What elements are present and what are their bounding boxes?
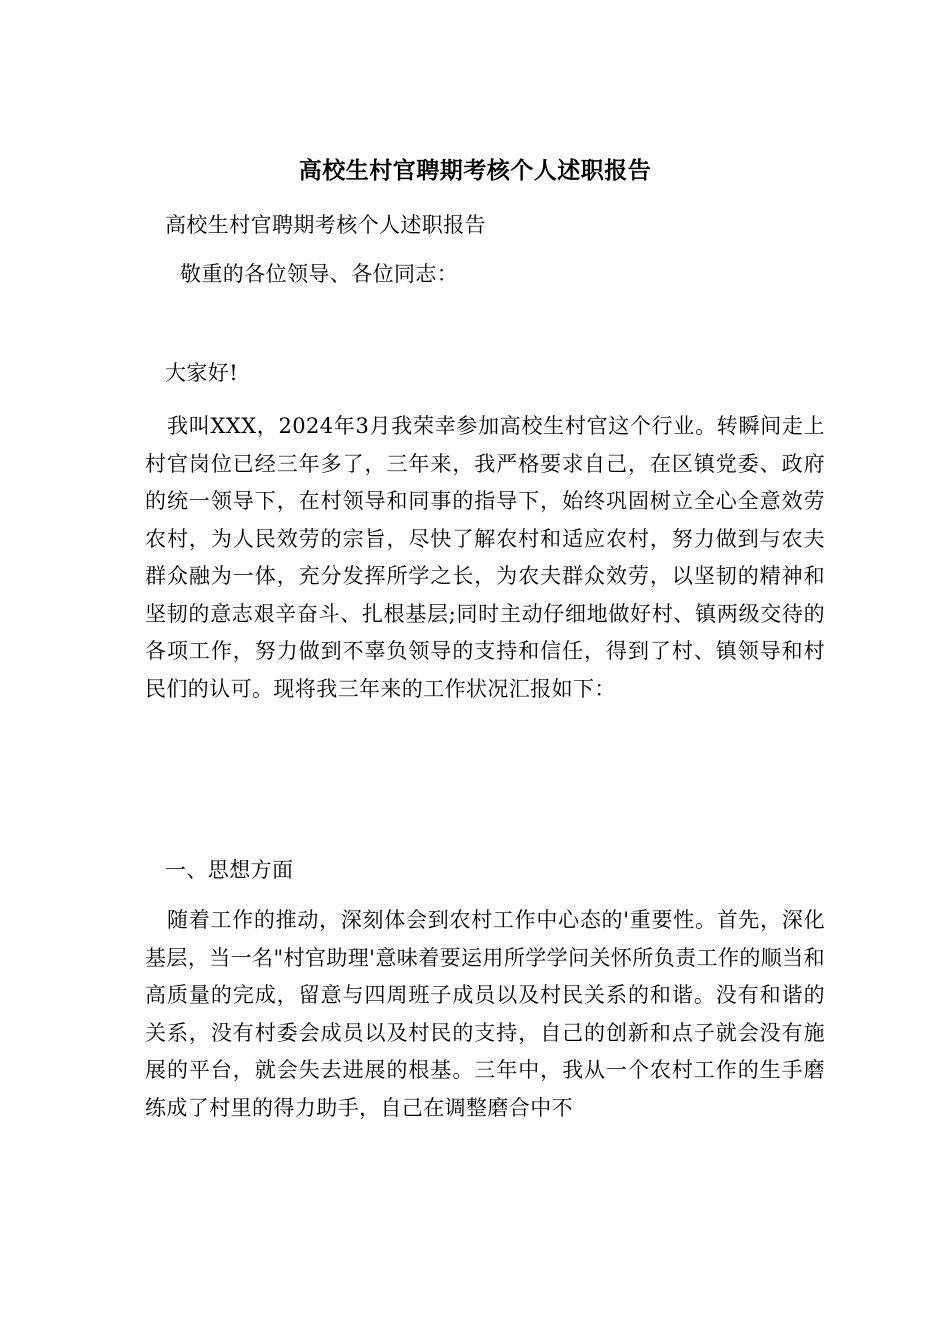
paragraph-thought: 随着工作的推动，深刻体会到农村工作中心态的'重要性。首先，深化基层，当一名"村官助理'意味着要运用所学学问关怀所负责工作的顺当和高质量的完成，留意与四周班子成员以及村民关系的和谐。没有和谐的关系，没有村委会成员以及村民的支持，自己的创新和点子就会没有施展的平台，就会失去进展的根基。三年中，我从一个农村工作的生手磨练成了村里的得力助手，自己在调整磨合中不 [145, 908, 825, 1120]
greeting: 大家好! [165, 361, 239, 385]
document-subtitle: 高校生村官聘期考核个人述职报告 [165, 213, 486, 237]
document-title: 高校生村官聘期考核个人述职报告 [298, 157, 652, 184]
section-heading-thought: 一、思想方面 [165, 858, 294, 882]
salutation: 敬重的各位领导、各位同志： [180, 262, 459, 286]
paragraph-intro: 我叫XXX，2024年3月我荣幸参加高校生村官这个行业。转瞬间走上村官岗位已经三年多了，三年来，我严格要求自己，在区镇党委、政府的统一领导下，在村领导和同事的指导下，始终巩固树立全心全意效劳农村，为人民效劳的宗旨，尽快了解农村和适应农村，努力做到与农夫群众融为一体，充分发挥所学之长，为农夫群众效劳，以坚韧的精神和坚韧的意志艰辛奋斗、扎根基层;同时主动仔细地做好村、镇两级交待的各项工作，努力做到不辜负领导的支持和信任，得到了村、镇领导和村民们的认可。现将我三年来的工作状况汇报如下： [145, 414, 825, 701]
